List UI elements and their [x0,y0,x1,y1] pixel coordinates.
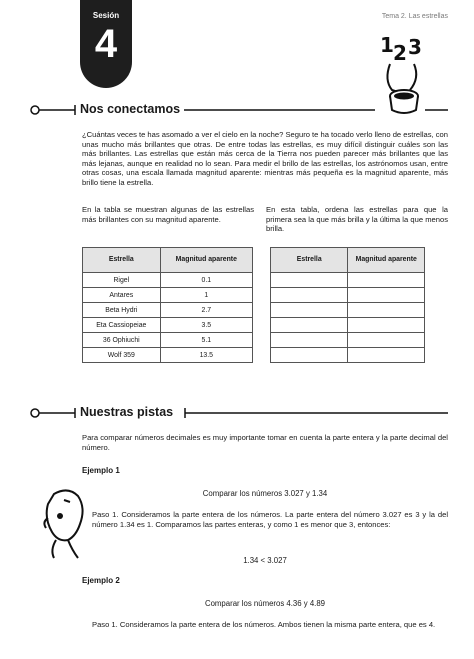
table-row [271,318,425,333]
table-row [271,273,425,288]
star-cell: Beta Hydri [83,303,161,318]
magnitude-input-cell[interactable] [348,273,425,288]
left-table-description: En la tabla se muestran algunas de las estrellas más brillantes con su magnitud aparente. [82,205,254,224]
star-magnitude-table [82,247,253,363]
magnitude-cell: 1 [160,288,252,303]
star-input-cell[interactable] [271,303,348,318]
magnitude-input-cell[interactable] [348,303,425,318]
star-cell: Wolf 359 [83,348,161,363]
topic-label: Tema 2. Las estrellas [381,13,448,20]
table-row [83,303,253,318]
table-row [271,348,425,363]
svg-text:3: 3 [408,35,422,59]
magnitude-cell: 13.5 [160,348,252,363]
magnitude-cell: 0.1 [160,273,252,288]
table-row [83,318,253,333]
table-header-star: Estrella [83,248,161,273]
magnitude-cell: 3.5 [160,318,252,333]
table-row [271,288,425,303]
table-row [83,273,253,288]
right-table-description: En esta tabla, ordena las estrellas para que la primera sea la que más brilla y la última la que menos brilla. [266,205,448,234]
example-1-statement: Comparar los números 3.027 y 1.34 [202,489,328,498]
section-heading-nos-conectamos [30,104,448,118]
example-1-title: Ejemplo 1 [82,466,120,475]
table-header-magnitude: Magnitud aparente [348,248,425,273]
session-label: Sesión [92,11,120,20]
magnitude-input-cell[interactable] [348,288,425,303]
svg-text:1: 1 [380,33,394,57]
section-heading-nuestras-pistas [30,407,448,421]
magnitude-cell: 2.7 [160,303,252,318]
table-row [271,303,425,318]
magnitude-input-cell[interactable] [348,348,425,363]
star-input-cell[interactable] [271,318,348,333]
svg-text:2: 2 [393,41,407,65]
section-title: Nuestras pistas [80,405,177,419]
table-header-star: Estrella [271,248,348,273]
ordering-table [270,247,425,363]
star-cell: Eta Cassiopeiae [83,318,161,333]
table-header-magnitude: Magnitud aparente [160,248,252,273]
star-input-cell[interactable] [271,333,348,348]
magnitude-cell: 5.1 [160,333,252,348]
example-1-step: Paso 1. Consideramos la parte entera de los números. La parte entera del número 3.027 es 3 y la del número 1.34 es 1. Comparamos las partes enteras, y como 1 es menor que 3, entonces: [92,510,448,529]
example-2-statement: Comparar los números 4.36 y 4.89 [204,599,326,608]
magnitude-input-cell[interactable] [348,318,425,333]
star-cell: Antares [83,288,161,303]
example-1-result: 1.34 < 3.027 [243,556,287,565]
table-row [271,333,425,348]
session-tab [80,0,132,88]
intro-paragraph: ¿Cuántas veces te has asomado a ver el cielo en la noche? Seguro te ha tocado verlo lleno de estrellas, con unas mucho más brillantes que otras. De entre todas las estrellas, es muy difícil distinguir cuáles son las más brillantes. Las estrellas que están más cerca de la Tierra nos pueden parecer más brillantes que las más lejanas, aunque en realidad no lo sean. Para medir el brillo de las estrellas, los astrónomos usan, entre otras cosas, una escala llamada magnitud aparente: mientras más pequeña es la magnitud aparente, más brillo tiene la estrella. [82,130,448,187]
session-number: 4 [94,22,118,66]
table-row [83,333,253,348]
section-title: Nos conectamos [80,102,184,116]
star-cell: 36 Ophiuchi [83,333,161,348]
magnitude-input-cell[interactable] [348,333,425,348]
decimals-intro-paragraph: Para comparar números decimales es muy importante tomar en cuenta la parte entera y la parte decimal del número. [82,433,448,452]
table-row [83,288,253,303]
thinking-character-illustration [40,488,90,560]
star-cell: Rigel [83,273,161,288]
example-2-step: Paso 1. Consideramos la parte entera de los números. Ambos tienen la misma parte entera, que es 4. [92,620,436,629]
star-input-cell[interactable] [271,348,348,363]
star-input-cell[interactable] [271,288,348,303]
example-2-title: Ejemplo 2 [82,576,120,585]
star-input-cell[interactable] [271,273,348,288]
table-row [83,348,253,363]
